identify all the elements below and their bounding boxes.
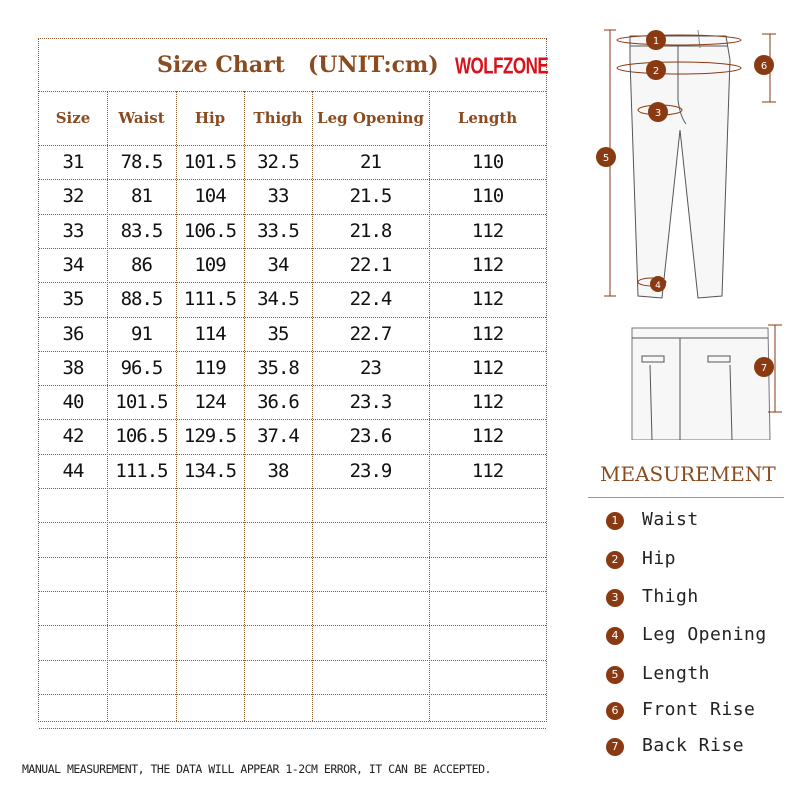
legend-label: Waist <box>642 509 699 530</box>
row-divider <box>39 317 546 318</box>
table-cell: 22.1 <box>349 253 392 276</box>
pants-diagram <box>590 20 790 440</box>
table-cell: 112 <box>471 391 504 414</box>
table-cell: 23.9 <box>349 459 392 482</box>
divider <box>588 497 784 498</box>
table-cell: 112 <box>471 288 504 311</box>
table-cell: 33 <box>267 185 289 208</box>
column-divider <box>107 91 108 721</box>
column-header: Leg Opening <box>317 109 424 127</box>
row-divider <box>39 282 546 283</box>
svg-text:6: 6 <box>760 61 768 72</box>
table-cell: 86 <box>131 253 152 276</box>
legend-label: Length <box>642 663 711 684</box>
table-cell: 112 <box>471 219 504 242</box>
table-cell: 35 <box>267 322 289 345</box>
table-cell: 112 <box>471 425 504 448</box>
legend-label: Hip <box>642 548 677 569</box>
table-cell: 112 <box>471 322 504 345</box>
row-divider <box>39 625 546 626</box>
table-cell: 106.5 <box>115 425 168 448</box>
table-cell: 37.4 <box>257 425 299 448</box>
row-divider <box>39 557 546 558</box>
column-header: Hip <box>194 109 226 127</box>
column-divider <box>312 91 313 721</box>
table-cell: 32 <box>62 185 84 208</box>
number-badge: 6 <box>606 702 624 720</box>
measurement-note: MANUAL MEASUREMENT, THE DATA WILL APPEAR 1-2CM ERROR, IT CAN BE ACCEPTED. <box>22 762 491 776</box>
table-cell: 111.5 <box>115 459 168 482</box>
svg-text:5: 5 <box>602 153 610 164</box>
table-cell: 112 <box>471 253 504 276</box>
column-header: Length <box>457 109 518 127</box>
column-divider <box>176 91 177 721</box>
number-badge: 2 <box>606 551 624 569</box>
number-badge: 5 <box>606 666 624 684</box>
table-cell: 110 <box>471 151 504 173</box>
table-cell: 34 <box>267 253 289 276</box>
table-cell: 33.5 <box>257 219 299 242</box>
table-cell: 35.8 <box>257 356 299 379</box>
table-cell: 110 <box>471 185 504 208</box>
table-cell: 38 <box>267 459 289 482</box>
table-cell: 96.5 <box>120 356 163 379</box>
column-divider <box>244 91 245 721</box>
row-divider <box>39 145 546 146</box>
row-divider <box>39 419 546 420</box>
title-row <box>39 39 549 92</box>
table-cell: 32.5 <box>257 151 299 173</box>
row-divider <box>39 351 546 352</box>
column-divider <box>429 91 430 721</box>
svg-text:1: 1 <box>652 36 660 47</box>
table-cell: 34 <box>62 253 84 276</box>
legend-label: Front Rise <box>642 699 756 720</box>
number-badge: 7 <box>606 738 624 756</box>
legend-label: Leg Opening <box>642 624 767 645</box>
svg-text:4: 4 <box>655 281 661 291</box>
number-badge: 4 <box>606 627 624 645</box>
table-cell: 106.5 <box>183 219 237 242</box>
table-cell: 35 <box>62 288 84 311</box>
table-cell: 88.5 <box>120 288 163 311</box>
brand-logo: WOLFZONE <box>455 53 549 79</box>
number-badge: 1 <box>606 512 624 530</box>
row-divider <box>39 728 546 729</box>
table-cell: 104 <box>194 185 226 208</box>
table-cell: 114 <box>194 322 226 345</box>
table-cell: 81 <box>131 185 152 208</box>
row-divider <box>39 488 546 489</box>
row-divider <box>39 522 546 523</box>
table-cell: 22.4 <box>349 288 392 311</box>
svg-text:7: 7 <box>760 363 768 374</box>
chart-title: Size Chart (UNIT:cm) <box>157 52 439 78</box>
column-header: Thigh <box>253 109 303 127</box>
table-cell: 33 <box>62 219 84 242</box>
table-cell: 112 <box>471 356 504 379</box>
row-divider <box>39 694 546 695</box>
table-cell: 22.7 <box>349 322 392 345</box>
legend-label: Back Rise <box>642 735 745 756</box>
svg-text:2: 2 <box>652 66 660 77</box>
row-divider <box>39 214 546 215</box>
table-cell: 101.5 <box>183 151 237 173</box>
table-cell: 21 <box>360 151 381 173</box>
legend-label: Thigh <box>642 586 699 607</box>
table-cell: 36.6 <box>257 391 299 414</box>
row-divider <box>39 591 546 592</box>
table-cell: 42 <box>62 425 84 448</box>
row-divider <box>39 660 546 661</box>
table-cell: 112 <box>471 459 504 482</box>
table-cell: 38 <box>62 356 84 379</box>
table-cell: 34.5 <box>257 288 299 311</box>
column-header: Waist <box>118 109 165 127</box>
table-cell: 109 <box>194 253 226 276</box>
table-cell: 21.5 <box>349 185 392 208</box>
table-cell: 111.5 <box>183 288 237 311</box>
number-badge: 3 <box>606 589 624 607</box>
table-cell: 101.5 <box>115 391 168 414</box>
table-cell: 31 <box>62 151 84 173</box>
row-divider <box>39 248 546 249</box>
measurement-title: MEASUREMENT <box>600 462 776 486</box>
row-divider <box>39 385 546 386</box>
table-cell: 44 <box>62 459 84 482</box>
row-divider <box>39 454 546 455</box>
column-header: Size <box>55 109 91 127</box>
table-cell: 119 <box>194 356 226 379</box>
size-chart-table <box>38 38 547 722</box>
table-cell: 134.5 <box>183 459 237 482</box>
table-cell: 36 <box>62 322 84 345</box>
table-cell: 40 <box>62 391 84 414</box>
table-cell: 124 <box>194 391 226 414</box>
row-divider <box>39 179 546 180</box>
table-cell: 91 <box>131 322 152 345</box>
table-cell: 78.5 <box>120 151 163 173</box>
table-cell: 23.3 <box>349 391 392 414</box>
svg-text:3: 3 <box>654 108 662 119</box>
table-cell: 129.5 <box>183 425 237 448</box>
table-cell: 83.5 <box>120 219 163 242</box>
table-cell: 21.8 <box>349 219 392 242</box>
table-cell: 23.6 <box>349 425 392 448</box>
table-cell: 23 <box>360 356 381 379</box>
